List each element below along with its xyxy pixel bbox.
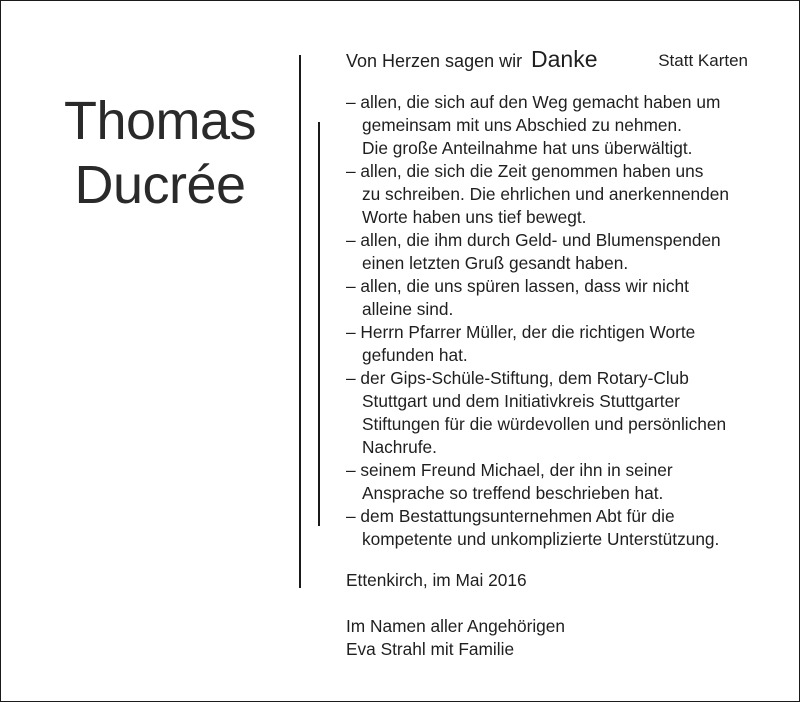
signature-line: Eva Strahl mit Familie: [346, 639, 515, 659]
header-lead: Von Herzen sagen wir: [346, 51, 523, 71]
thanks-item: [346, 91, 766, 160]
thanks-line: – Herrn Pfarrer Müller, der die richtigen Worte: [346, 322, 696, 342]
thanks-line: einen letzten Gruß gesandt haben.: [362, 253, 629, 273]
header-danke: Danke: [531, 46, 598, 72]
thanks-line: – allen, die ihm durch Geld- und Blumenspenden: [346, 230, 721, 250]
signature-block: [346, 615, 565, 661]
place-and-date: Ettenkirch, im Mai 2016: [346, 570, 527, 590]
thanks-line: Stiftungen für die würdevollen und persönlichen: [362, 414, 727, 434]
thanks-line: alleine sind.: [362, 299, 454, 319]
thanks-line: – allen, die uns spüren lassen, dass wir nicht: [346, 276, 689, 296]
thanks-line: zu schreiben. Die ehrlichen und anerkennenden: [362, 184, 729, 204]
thanks-item: [346, 275, 766, 321]
thanks-item: [346, 321, 766, 367]
thanks-line: gefunden hat.: [362, 345, 468, 365]
thanks-line: Stuttgart und dem Initiativkreis Stuttgarter: [362, 391, 680, 411]
thanks-line: Die große Anteilnahme hat uns überwältigt.: [362, 138, 693, 158]
thanks-header: [346, 45, 748, 79]
thanks-line: – allen, die sich die Zeit genommen haben uns: [346, 161, 704, 181]
thanks-item: [346, 160, 766, 229]
thanks-item: [346, 229, 766, 275]
thanks-line: – seinem Freund Michael, der ihn in seiner: [346, 460, 673, 480]
divider-short: [318, 122, 320, 526]
thanks-line: kompetente und unkomplizierte Unterstützung.: [362, 529, 720, 549]
header-statt-karten: Statt Karten: [658, 51, 748, 70]
thanks-item: [346, 459, 766, 505]
thanks-line: – allen, die sich auf den Weg gemacht haben um: [346, 92, 721, 112]
thanks-line: – dem Bestattungsunternehmen Abt für die: [346, 506, 675, 526]
thanks-line: gemeinsam mit uns Abschied zu nehmen.: [362, 115, 682, 135]
thanks-line: Nachrufe.: [362, 437, 437, 457]
divider-long: [299, 55, 301, 588]
deceased-first-name: Thomas: [63, 91, 257, 151]
deceased-last-name: Ducrée: [74, 155, 246, 215]
thanks-line: – der Gips-Schüle-Stiftung, dem Rotary-Club: [346, 368, 689, 388]
signature-line: Im Namen aller Angehörigen: [346, 616, 566, 636]
thanks-list: [346, 91, 766, 551]
thanks-line: Ansprache so treffend beschrieben hat.: [362, 483, 664, 503]
thanks-line: Worte haben uns tief bewegt.: [362, 207, 587, 227]
thanks-item: [346, 367, 766, 459]
thanks-item: [346, 505, 766, 551]
